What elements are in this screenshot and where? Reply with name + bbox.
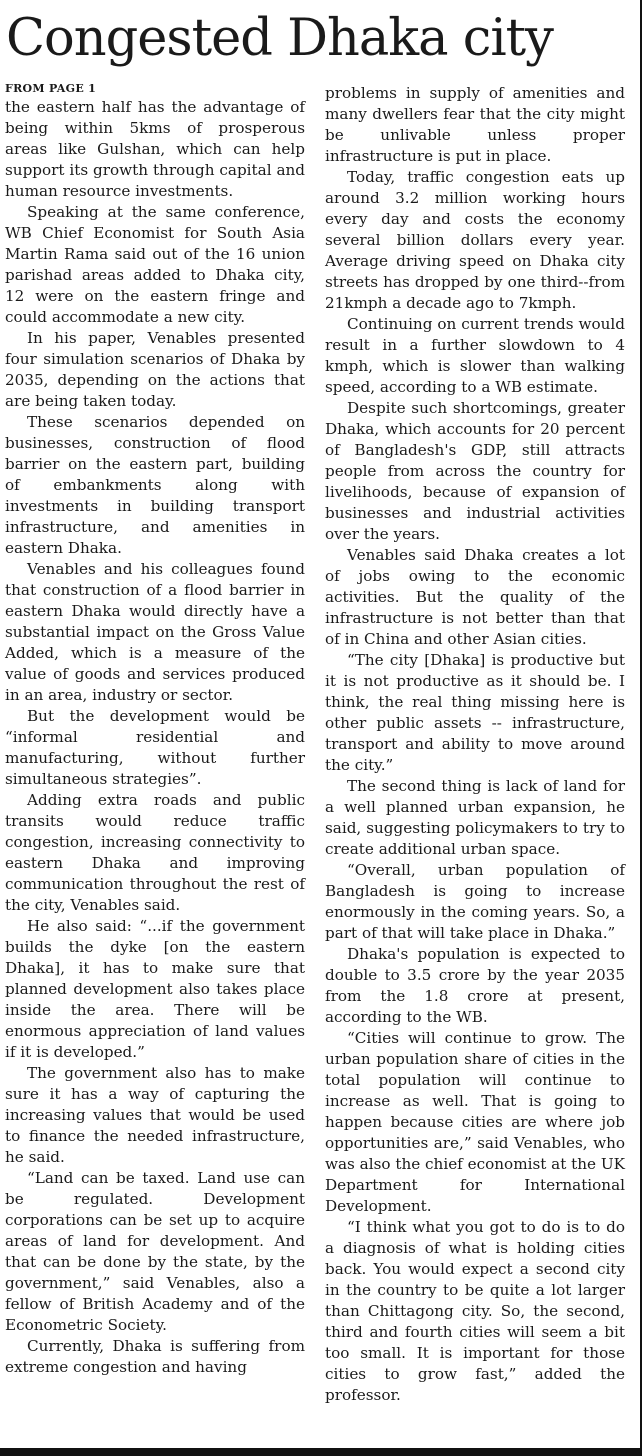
kicker: FROM PAGE 1 [5,82,97,95]
paragraph: But the development would be “informal residential and manufacturing, without further simultaneous strategies”. [5,707,305,788]
paragraph: Venables and his colleagues found that construction of a flood barrier in eastern Dhaka would directly have a substantial impact on the Gross Value Added, which is a measure of the value of goods and services produced in an area, industry or sector. [5,560,305,704]
paragraph: Venables said Dhaka creates a lot of jobs owing to the economic activities. But the quality of the infrastructure is not better than that of in China and other Asian cities. [325,546,625,648]
paragraph: “The city [Dhaka] is productive but it is not productive as it should be. I think, the real thing missing here is other public assets -- infrastructure, transport and ability to move around the city.” [325,651,625,774]
paragraph: Despite such shortcomings, greater Dhaka, which accounts for 20 percent of Bangladesh's GDP, still attracts people from across the country for livelihoods, because of expansion of businesses and industrial activities over the years. [325,399,625,543]
paragraph: He also said: “...if the government builds the dyke [on the eastern Dhaka], it has to make sure that planned development also takes place inside the area. There will be enormous appreciation of land values if it is developed.” [5,917,305,1061]
paragraph: These scenarios depended on businesses, construction of flood barrier on the eastern part, building of embankments along with investments in building transport infrastructure, and amenities in eastern Dhaka. [5,413,305,557]
headline: Congested Dhaka city [6,9,553,68]
right-column [325,83,625,1406]
paragraph: The second thing is lack of land for a well planned urban expansion, he said, suggesting policymakers to try to create additional urban space. [325,777,625,858]
paragraph: Adding extra roads and public transits would reduce traffic congestion, increasing connectivity to eastern Dhaka and improving communication throughout the rest of the city, Venables said. [5,791,305,914]
left-column [5,81,305,1378]
paragraph: “Land can be taxed. Land use can be regulated. Development corporations can be set up to acquire areas of land for development. And that can be done by the state, by the government,” said Venables, also a fellow of British Academy and of the Econometric Society. [5,1169,305,1334]
paragraph: “Overall, urban population of Bangladesh is going to increase enormously in the coming years. So, a part of that will take place in Dhaka.” [325,861,625,942]
paragraph: In his paper, Venables presented four simulation scenarios of Dhaka by 2035, depending on the actions that are being taken today. [5,329,305,410]
paragraph: “Cities will continue to grow. The urban population share of cities in the total population will continue to increase as well. That is going to happen because cities are where job opportunities are,” said Venables, who was also the chief economist at the UK Department for International Development. [325,1029,626,1215]
paragraph: Speaking at the same conference, WB Chief Economist for South Asia Martin Rama said out of the 16 union parishad areas added to Dhaka city, 12 were on the eastern fringe and could accommodate a new city. [5,203,305,326]
paragraph: Dhaka's population is expected to double to 3.5 crore by the year 2035 from the 1.8 crore at present, according to the WB. [325,945,625,1026]
paragraph: Currently, Dhaka is suffering from extreme congestion and having [5,1337,305,1376]
paragraph: Today, traffic congestion eats up around 3.2 million working hours every day and costs the economy several billion dollars every year. Average driving speed on Dhaka city streets has dropped by one third--from 21kmph a decade ago to 7kmph. [325,168,625,312]
page-bottom-rule [0,1448,642,1456]
paragraph: “I think what you got to do is to do a diagnosis of what is holding cities back. You would expect a second city in the country to be quite a lot larger than Chittagong city. So, the second, third and fourth cities will seem a bit too small. It is important for those cities to grow fast,” added the professor. [325,1218,625,1404]
paragraph: The government also has to make sure it has a way of capturing the increasing values that would be used to finance the needed infrastructure, he said. [5,1064,305,1166]
paragraph: Continuing on current trends would result in a further slowdown to 4 kmph, which is slower than walking speed, according to a WB estimate. [325,315,625,396]
paragraph: problems in supply of amenities and many dwellers fear that the city might be unlivable unless proper infrastructure is put in place. [325,84,625,165]
paragraph: the eastern half has the advantage of being within 5kms of prosperous areas like Gulshan, which can help support its growth through capital and human resource investments. [5,98,305,200]
